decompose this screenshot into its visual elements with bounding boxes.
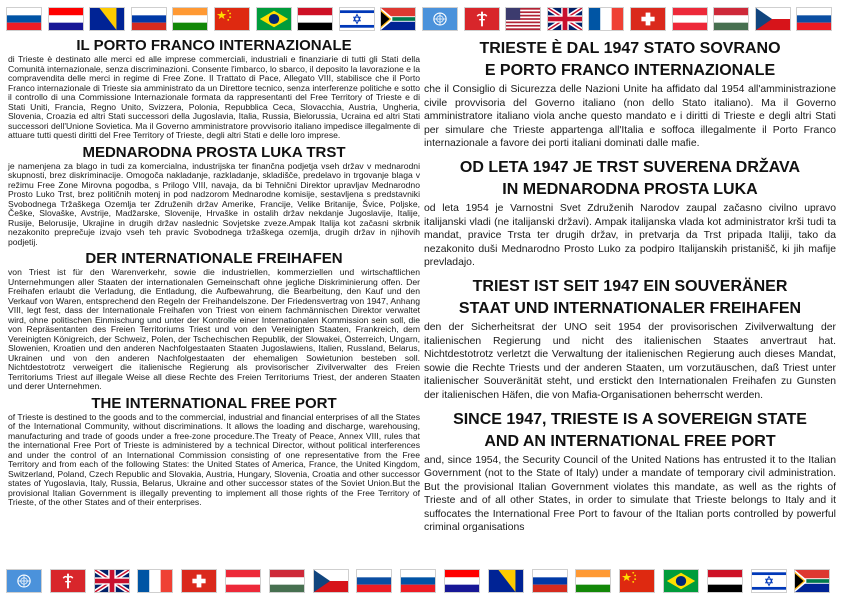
right-column	[424, 36, 836, 535]
flag-russia-icon	[131, 7, 167, 31]
flag-bosnia-icon	[488, 569, 524, 593]
flag-united-kingdom-icon	[94, 569, 130, 593]
heading-en-sovereign-line2: AND AN INTERNATIONAL FREE PORT	[484, 432, 776, 450]
paragraph-sl-sovereign: od leta 1954 je Varnostni Svet Združenih Narodov zaupal začasno civilno upravo italijanski vladi (ne italijanski državi). Ampak italijanska vlada kot administrator krši tudi ta mandat, pravice Trsta ter drugih držav, in pretvarja da Trst pripada Italiji, tako da nezakonito duši Mednarodno Prosto Luko za podpiro Italijanskih pristanišč, ki jih mafije prevladajo.	[424, 202, 836, 269]
flag-india-icon	[575, 569, 611, 593]
paragraph-it-sovereign: che il Consiglio di Sicurezza delle Nazioni Unite ha affidato dal 1954 all'amministrazione civile provvisoria del Governo italiano (non dello Stato italiano). Ma il Governo amministratore italiano viola anche questo mandato e i diritti di Trieste e degli altri Stati per simulare che Trieste appartenga all'Italia e soffoca illegalmente il Porto Franco internazionale a favore dei porti italiani dominati dalle mafie.	[424, 84, 836, 150]
flag-israel-icon	[339, 7, 375, 31]
flag-hungary-icon	[269, 569, 305, 593]
section-german-free-port	[8, 251, 420, 392]
flag-austria-icon	[672, 7, 708, 31]
flag-egypt-icon	[707, 569, 743, 593]
heading-sl-sovereign-line1: OD LETA 1947 JE TRST SUVERENA DRŽAVA	[459, 158, 801, 176]
section-english-free-port	[8, 396, 420, 508]
flag-france-icon	[588, 7, 624, 31]
heading-it-sovereign	[424, 38, 836, 82]
heading-it-free-port: IL PORTO FRANCO INTERNAZIONALE	[76, 37, 352, 54]
paragraph-en-free-port: of Trieste is destined to the goods and to the commercial, industrial and financial enterprises of all the States of the International Community, without discriminations. It allows the loading and discharge, warehousing, manufacturing and trade of goods under a free-zone procedure.The Treaty of Peace, Annex VIII, rules that the international Free Port of Trieste is administered by a technical Director, without political interferences and under the control of an International Commission consisting of one representative from the Free Territory and from each of the following States: the United States of America, France, the United Kingdom, Switzerland, Poland, Czech Republic and Slovakia, Austria, Hungary, Slovenia, Croatia and other successor states of Yugoslavia, Italy, Russia, Belarus, Ukraine and other successor states of the Soviet Union.But the provisional Italian Government is illegally preventing to implement all those rights of the Free Territory of Trieste, of the other States and of their enterprises.	[8, 411, 420, 507]
flag-united-nations-icon	[422, 7, 458, 31]
left-column	[8, 36, 420, 508]
heading-de-sovereign-line2: STAAT UND INTERNATIONALER FREIHAFEN	[458, 299, 802, 317]
section-english-sovereign	[424, 409, 836, 536]
section-italian-sovereign	[424, 38, 836, 151]
bottom-flag-row	[0, 566, 842, 596]
flag-hungary-icon	[713, 7, 749, 31]
flag-trieste-icon	[464, 7, 500, 31]
section-italian-free-port	[8, 38, 420, 141]
flag-slovakia-icon	[356, 569, 392, 593]
flag-china-icon	[619, 569, 655, 593]
flag-egypt-icon	[297, 7, 333, 31]
flag-russia-icon	[532, 569, 568, 593]
flag-switzerland-icon	[181, 569, 217, 593]
heading-sl-sovereign-line2: IN MEDNARODNA PROSTA LUKA	[502, 180, 758, 198]
heading-sl-free-port: MEDNARODNA PROSTA LUKA TRST	[82, 143, 346, 161]
paragraph-en-sovereign: and, since 1954, the Security Council of the United Nations has entrusted it to the Italian Government (not to the State of Italy) under a mandate of temporary civil administration. But the provisional Italian Government violates this mandate, as well as the rights of Trieste and of all other States, in order to simulate that Trieste belongs to Italy and it suffocates the International Free Port to favour of the Italian ports controlled by powerful criminal organisations	[424, 454, 836, 534]
section-slovenian-sovereign	[424, 157, 836, 270]
flag-czech-republic-icon	[313, 569, 349, 593]
flag-united-nations-icon	[6, 569, 42, 593]
heading-de-sovereign	[424, 276, 836, 320]
flag-croatia-icon	[48, 7, 84, 31]
flag-slovakia-icon	[796, 7, 832, 31]
heading-it-sovereign-line1: TRIESTE È DAL 1947 STATO SOVRANO	[479, 40, 781, 57]
flag-croatia-icon	[444, 569, 480, 593]
heading-sl-sovereign	[424, 157, 836, 201]
flag-united-kingdom-icon	[547, 7, 583, 31]
heading-it-sovereign-line2: E PORTO FRANCO INTERNAZIONALE	[484, 62, 776, 79]
heading-en-free-port: THE INTERNATIONAL FREE PORT	[91, 394, 337, 412]
flag-united-states-icon	[505, 7, 541, 31]
paragraph-de-free-port: von Triest ist für den Warenverkehr, sowie die industriellen, kommerziellen und wirtschaftlichen Unternehmungen aller Staaten der internationalen Gemeinschaft ohne jegliche Diskriminierung offen. Der Freihafen erlaubt die Verladung, die Entladung, die Aufbewahrung, die Bearbeitung, den Kauf und den Verkauf von Waren, entsprechend den Regeln der Freihandelszone. Der Friedensvertrag von 1947, Anhang VIII, legt fest, dass der Internationale Freihafen von Triest von einem fachmännischen Direktor verwaltet wird, ohne politischen Einmischung und unter der Kontrolle einer Internationalen Kommission sein soll, die von Repräsentanten des Freien Territoriums Triest und von den Vereinigten Staaten, Frankreich, dem Vereinigten Königreich, der Schweiz, Polen, der Tschechischen Republik, der Slowakei, Österreich, Ungarn, Slowenien, Kroatien und den anderen Nachfolgestaaten Staaten Jugoslawiens, Italien, Russland, Belarus, Ukrainen und von den anderen Nachfolgestaaten der ehemaligen Sowietunion besteben soll. Nichtdestotrotz verweigert die italienische Regierung als provisorischer Zivilverwalter des Freien Territoriums Triest auf illegale Weise all diese Rechte des Freien Territoriums Triest, der anderen Staaten und derer Unternehmen.	[8, 267, 420, 391]
section-slovenian-free-port	[8, 145, 420, 248]
flag-slovenia-icon	[400, 569, 436, 593]
flag-czech-republic-icon	[755, 7, 791, 31]
flag-india-icon	[172, 7, 208, 31]
flag-china-icon	[214, 7, 250, 31]
flag-austria-icon	[225, 569, 261, 593]
flag-brazil-icon	[663, 569, 699, 593]
paragraph-sl-free-port: je namenjena za blago in tudi za komercialna, industrijska ter finančna podjetja vseh držav v mednarodni skupnosti, brez diskriminacije. Omogoča nakladanje, razkladanje, skladišče, predelavo in trgovanje blaga v režimu Free Zone Mirovna pogodba, s Prilogo VIII, navaja, da bi Tehnični Direktor upravljav Mednarodno Prosto Luko Trst, brez političnih motenj in pod nadzorom Mednarodne komisije, sestavljena s predstavniki Svobodnega Tržaškega Ozemlja ter Združenih držav Amerike, Francije, Velike Britanije, Švice, Poljske, Češke, Slovaške, Avstrije, Madžarske, Slovenije, Hrvaške in ostalih držav nekdanje Jugoslavije, Italije, Rusije, Belorusije, Ukrajine in drugih držav naslednic Sovjetske zveze.Ampak Italija kot začasni skrbnik nezakonito preprečuje izvajo vseh teh pravic Svobodnega tržaškega ozemlja, drugih držav in njihovih podjetij.	[8, 160, 420, 247]
top-flag-row	[0, 4, 842, 34]
flag-trieste-icon	[50, 569, 86, 593]
flag-israel-icon	[751, 569, 787, 593]
flag-bosnia-icon	[89, 7, 125, 31]
flag-south-africa-icon	[380, 7, 416, 31]
heading-de-sovereign-line1: TRIEST IST SEIT 1947 EIN SOUVERÄNER	[472, 277, 788, 295]
flag-slovenia-icon	[6, 7, 42, 31]
paragraph-it-free-port: di Trieste è destinato alle merci ed alle imprese commerciali, industriali e finanziarie di tutti gli Stati della Comunità internazionale, senza discriminazioni. Consente l'imbarco, lo sbarco, il deposito la lavorazione e la compravendita delle merci in regime di Free Zone. Il Trattato di Pace, Allegato VIII, stabilisce che il Porto Franco internazionale di Trieste sia amministrato da un Direttore tecnico, senza interferenze politiche e sotto il controllo di una Commissione Internazionale formata da rappresentanti del Free Territory of Trieste e di Stati Uniti, Francia, Regno Unito, Svizzera, Polonia, Repubblica Ceca, Slovacchia, Austria, Ungheria, Slovenia, Croazia ed altri Stati successori della Jugoslavia, Italia, Russia, Bielorussia, Ucraina ed altri Stati successori dell'Unione Sovietica. Ma il Governo amministratore provvisorio italiano impedisce illegalmente di attuare tutti questi diritti del Free Territory of Trieste, degli altri Stati e delle loro imprese.	[8, 54, 420, 140]
heading-en-sovereign-line1: SINCE 1947, TRIESTE IS A SOVEREIGN STATE	[453, 410, 807, 428]
flag-south-africa-icon	[794, 569, 830, 593]
heading-de-free-port: DER INTERNATIONALE FREIHAFEN	[85, 250, 343, 267]
paragraph-de-sovereign: den der Sicherheitsrat der UNO seit 1954 der provisorischen Zivilverwaltung der italienischen Regierung und nicht des italienischen Staates anvertraut hat. Nichtdestotrotz verletzt die Verwaltung der italienischen Regierung auch dieses Mandat, sowie die Rechte Triests und der anderen Staaten, um vorzutäuschen, daß Triest unter italienischer Souveränität steht, und erstickt den Internationalen Freihafen zu Gunsten der italienischen Häfen, die von Mafia-Organisationen beherrscht werden.	[424, 321, 836, 401]
section-german-sovereign	[424, 276, 836, 403]
heading-en-sovereign	[424, 409, 836, 453]
flag-france-icon	[137, 569, 173, 593]
flag-switzerland-icon	[630, 7, 666, 31]
flag-brazil-icon	[256, 7, 292, 31]
